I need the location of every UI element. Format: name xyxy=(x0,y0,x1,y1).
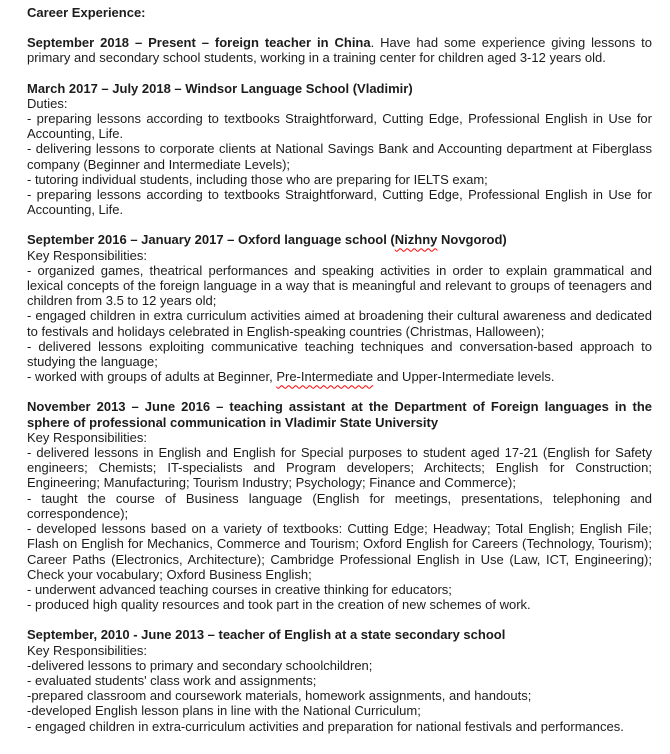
duties-label: Duties: xyxy=(27,95,68,111)
responsibility-item: -prepared classroom and coursework materials, homework assignments, and handouts; xyxy=(27,688,532,704)
duty-item: - preparing lessons according to textbooks Straightforward, Cutting Edge, Professional English in Use for Accounting, Life. xyxy=(27,111,652,142)
responsibilities-label: Key Responsibilities: xyxy=(27,429,147,445)
responsibility-item: - taught the course of Business language (English for meetings, presentations, telephoning and correspondence); xyxy=(27,490,652,521)
item-text: and Upper-Intermediate levels. xyxy=(373,369,555,385)
duty-item: - preparing lessons according to textbooks Straightforward, Cutting Edge, Professional English in Use for Accounting, Life. xyxy=(27,187,652,218)
job-school-heading: September, 2010 - June 2013 – teacher of English at a state secondary school xyxy=(27,627,506,643)
job-entry-windsor xyxy=(27,81,652,218)
responsibility-item xyxy=(27,369,652,384)
responsibility-item: - engaged children in extra curriculum activities aimed at broadening their cultural awareness and dedicated to festivals and holidays celebrated in English-speaking countries (Christmas, Halloween); xyxy=(27,308,652,339)
responsibility-item: - produced high quality resources and took part in the creation of new schemes of work. xyxy=(27,597,531,613)
responsibility-item: -delivered lessons to primary and secondary schoolchildren; xyxy=(27,657,373,673)
heading-text: Novgorod) xyxy=(437,232,507,248)
heading-text: September 2016 – January 2017 – Oxford language school ( xyxy=(27,232,395,248)
job-windsor-heading: March 2017 – July 2018 – Windsor Language School (Vladimir) xyxy=(27,80,413,96)
responsibility-item: - evaluated students' class work and assignments; xyxy=(27,672,317,688)
misspelled-word: Pre-Intermediate xyxy=(276,369,374,385)
responsibility-item: - delivered lessons exploiting communicative teaching techniques and conversation-based approach to studying the language; xyxy=(27,338,652,370)
job-oxford-heading xyxy=(27,232,652,247)
item-text: - worked with groups of adults at Beginner, xyxy=(27,369,277,385)
responsibility-item: - developed lessons based on a variety of textbooks: Cutting Edge; Headway; Total English; English File; Flash on English for Mechanics, Commerce and Tourism; Oxford English for Careers (Technology, Tourism); Career Paths (Electronics, Architecture); Cambridge Professional English in Use (Law, ICT, Engineering); Check your vocabulary; Oxford Business English; xyxy=(27,521,652,582)
job-entry-university xyxy=(27,399,652,612)
job-china-heading: September 2018 – Present – foreign teacher in China xyxy=(27,35,371,51)
duty-item: - tutoring individual students, including those who are preparing for IELTS exam; xyxy=(27,171,488,187)
job-university-heading: November 2013 – June 2016 – teaching assistant at the Department of Foreign languages in the sphere of professional communication in Vladimir State University xyxy=(27,399,652,430)
job-entry-oxford xyxy=(27,232,652,384)
job-china-summary: . Have had some experience giving lessons to primary and secondary school students, working in a training center for children aged 3-12 years old. xyxy=(27,35,652,66)
responsibility-item: - engaged children in extra-curriculum activities and preparation for national festivals and performances. xyxy=(27,718,624,734)
responsibility-item: - delivered lessons in English and English for Special purposes to student aged 17-21 (English for Safety engineers; Chemists; IT-specialists and Program developers; Architects; English for Construction; Engineering; Manufacturing; Tourism Industry; Psychology; Finance and Commerce); xyxy=(27,445,652,491)
responsibilities-label: Key Responsibilities: xyxy=(27,247,147,263)
duty-item: - delivering lessons to corporate clients at National Savings Bank and Accounting department at Fiberglass company (Beginner and Intermediate Levels); xyxy=(27,141,652,172)
responsibilities-label: Key Responsibilities: xyxy=(27,642,147,658)
responsibility-item: - underwent advanced teaching courses in creative thinking for educators; xyxy=(27,581,452,597)
job-entry-secondary-school xyxy=(27,627,652,733)
misspelled-word: Nizhny xyxy=(394,232,438,248)
responsibility-item: -developed English lesson plans in line with the National Curriculum; xyxy=(27,703,421,719)
responsibility-item: - organized games, theatrical performances and speaking activities in order to explain grammatical and lexical concepts of the foreign language in a way that is meaningful and relevant to groups of teenagers and children from 3.5 to 12 years old; xyxy=(27,262,652,309)
page-title: Career Experience: xyxy=(27,5,146,20)
job-entry-china xyxy=(27,35,652,65)
